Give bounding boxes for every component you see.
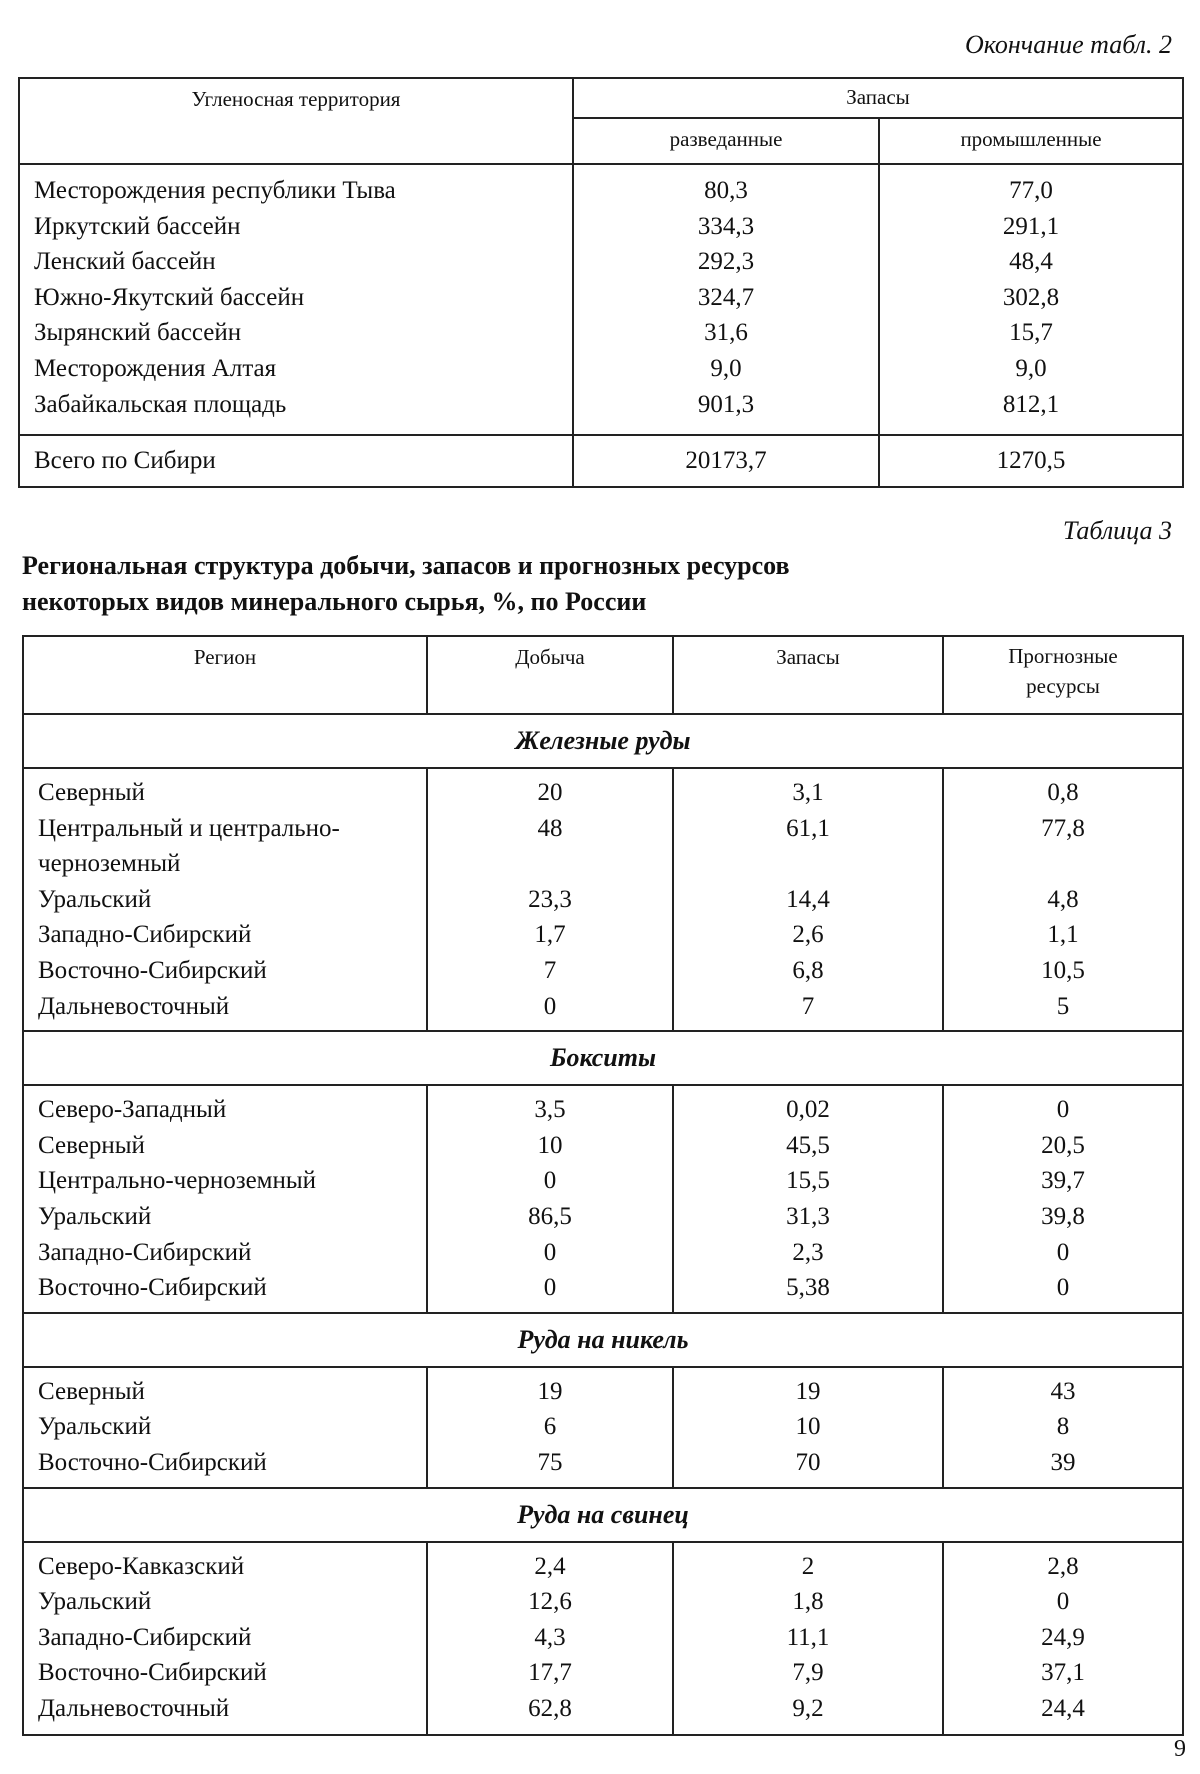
forecast-value: 0,8	[1047, 779, 1079, 806]
reserves-value: 31,3	[786, 1202, 830, 1230]
region-name: Уральский	[38, 1202, 152, 1230]
section-title: Железные руды	[23, 714, 1183, 768]
forecast-value: 39	[1050, 1448, 1076, 1476]
reserves-value: 2,6	[792, 921, 824, 949]
forecast-value: 77,8	[1041, 814, 1085, 842]
region-name: Восточно-Сибирский	[38, 1659, 267, 1687]
explored-value: 334,3	[697, 212, 755, 240]
header-region: Регион	[23, 636, 427, 714]
mining-value: 48	[537, 814, 563, 842]
reserves-value: 6,8	[792, 956, 824, 984]
section-title: Руда на свинец	[23, 1488, 1183, 1542]
explored-value: 9,0	[710, 354, 742, 382]
territory-names	[19, 164, 573, 435]
region-name: Уральский	[38, 885, 152, 913]
total-industrial: 1270,5	[879, 435, 1183, 487]
reserves-value: 15,5	[786, 1167, 830, 1195]
forecast-value: 37,1	[1041, 1659, 1085, 1687]
forecast-values	[943, 1085, 1183, 1313]
industrial-value: 9,0	[1015, 354, 1047, 382]
industrial-value: 48,4	[1009, 248, 1053, 276]
forecast-values	[943, 768, 1183, 1031]
mining-value: 2,4	[534, 1552, 566, 1580]
industrial-value: 77,0	[1009, 177, 1053, 204]
forecast-value: 0	[1056, 1588, 1070, 1616]
territory-name: Месторождения республики Тыва	[34, 177, 396, 204]
mining-value: 3,5	[534, 1096, 566, 1124]
reserves-value: 2,3	[792, 1238, 824, 1266]
territory-name: Зырянский бассейн	[34, 319, 242, 347]
header-forecast	[943, 636, 1183, 714]
forecast-value: 4,8	[1047, 885, 1079, 913]
mining-value: 7	[543, 956, 557, 984]
mining-value: 4,3	[534, 1623, 566, 1651]
mining-value: 0	[543, 992, 557, 1020]
region-name: Центрально-черноземный	[38, 1167, 317, 1195]
region-names	[23, 768, 427, 1031]
mining-value: 10	[537, 1131, 563, 1159]
reserves-values	[673, 1367, 943, 1488]
header-explored: разведанные	[573, 118, 879, 164]
total-row	[19, 435, 1183, 487]
header-industrial: промышленные	[879, 118, 1183, 164]
territory-name: Южно-Якутский бассейн	[34, 283, 305, 311]
forecast-values	[943, 1542, 1183, 1736]
reserves-value: 3,1	[792, 779, 824, 806]
mining-value: 12,6	[528, 1588, 572, 1616]
forecast-value: 20,5	[1041, 1131, 1085, 1159]
mining-values	[427, 1367, 673, 1488]
industrial-value: 302,8	[1002, 283, 1060, 311]
forecast-value: 1,1	[1047, 921, 1079, 949]
page-number: 9	[1174, 1736, 1186, 1762]
reserves-value: 5,38	[786, 1274, 830, 1302]
region-name: Северный	[38, 1131, 145, 1159]
territory-name: Месторождения Алтая	[34, 354, 277, 382]
forecast-value: 5	[1056, 992, 1070, 1020]
explored-value: 31,6	[704, 319, 748, 347]
mining-value: 6	[543, 1413, 557, 1441]
region-name: Северо-Западный	[38, 1096, 227, 1124]
region-name: Восточно-Сибирский	[38, 1448, 267, 1476]
table3-title	[22, 548, 790, 620]
reserves-value: 9,2	[792, 1694, 824, 1722]
industrial-values	[879, 164, 1183, 435]
forecast-value: 43	[1050, 1377, 1076, 1405]
territory-name: Ленский бассейн	[34, 248, 216, 276]
industrial-value: 812,1	[1002, 390, 1060, 418]
region-name: Западно-Сибирский	[38, 1238, 252, 1266]
reserves-value: 2	[801, 1552, 815, 1580]
forecast-value: 8	[1056, 1413, 1070, 1441]
mining-value: 23,3	[528, 885, 572, 913]
reserves-value: 14,4	[786, 885, 830, 913]
reserves-value: 1,8	[792, 1588, 824, 1616]
region-name: Уральский	[38, 1413, 152, 1441]
mining-value: 86,5	[528, 1202, 572, 1230]
mining-values	[427, 1542, 673, 1736]
forecast-value: 24,9	[1041, 1623, 1085, 1651]
region-name: Западно-Сибирский	[38, 1623, 252, 1651]
forecast-value: 39,8	[1041, 1202, 1085, 1230]
region-name: Восточно-Сибирский	[38, 1274, 267, 1302]
header-forecast-line: Прогнозные	[1008, 644, 1118, 668]
table3-title-line: Региональная структура добычи, запасов и прогнозных ресурсов	[22, 551, 790, 580]
reserves-value: 61,1	[786, 814, 830, 842]
region-names	[23, 1085, 427, 1313]
mining-value: 0	[543, 1238, 557, 1266]
region-name: Дальневосточный	[38, 1694, 230, 1722]
section-title: Руда на никель	[23, 1313, 1183, 1367]
region-name: Дальневосточный	[38, 992, 230, 1020]
forecast-value: 2,8	[1047, 1552, 1079, 1580]
reserves-value: 0,02	[786, 1096, 830, 1124]
table3-title-line: некоторых видов минерального сырья, %, по России	[22, 587, 647, 616]
territory-name: Иркутский бассейн	[34, 212, 241, 240]
mineral-structure-table	[22, 635, 1184, 1736]
forecast-values	[943, 1367, 1183, 1488]
mining-value: 0	[543, 1274, 557, 1302]
mining-value: 20	[537, 779, 563, 806]
region-name: Северо-Кавказский	[38, 1552, 245, 1580]
explored-values	[573, 164, 879, 435]
forecast-value: 0	[1056, 1238, 1070, 1266]
region-names	[23, 1542, 427, 1736]
explored-value: 901,3	[697, 390, 755, 418]
mining-value: 0	[543, 1167, 557, 1195]
reserves-value: 70	[795, 1448, 821, 1476]
territory-name: Забайкальская площадь	[34, 390, 287, 418]
industrial-value: 291,1	[1002, 212, 1060, 240]
mining-value: 75	[537, 1448, 563, 1476]
mining-value: 1,7	[534, 921, 566, 949]
reserves-values	[673, 1085, 943, 1313]
explored-value: 324,7	[697, 283, 755, 311]
region-name: Западно-Сибирский	[38, 921, 252, 949]
total-label: Всего по Сибири	[19, 435, 573, 487]
mining-value: 62,8	[528, 1694, 572, 1722]
section-title: Бокситы	[23, 1031, 1183, 1085]
region-name: Центральный и центрально-черноземный	[38, 814, 340, 878]
forecast-value: 24,4	[1041, 1694, 1085, 1722]
reserves-value: 11,1	[786, 1623, 830, 1651]
table2-caption: Окончание табл. 2	[964, 30, 1172, 59]
reserves-value: 19	[795, 1377, 821, 1405]
coal-reserves-table	[18, 77, 1184, 488]
header-reserves: Запасы	[573, 78, 1183, 118]
forecast-value: 39,7	[1041, 1167, 1085, 1195]
reserves-values	[673, 768, 943, 1031]
header-forecast-line: ресурсы	[1026, 674, 1100, 698]
region-name: Восточно-Сибирский	[38, 956, 267, 984]
explored-value: 80,3	[704, 177, 748, 204]
header-reserves: Запасы	[673, 636, 943, 714]
region-name: Северный	[38, 779, 145, 806]
mining-values	[427, 768, 673, 1031]
reserves-value: 45,5	[786, 1131, 830, 1159]
mining-value: 19	[537, 1377, 563, 1405]
industrial-value: 15,7	[1009, 319, 1053, 347]
reserves-value: 7	[801, 992, 815, 1020]
region-name: Уральский	[38, 1588, 152, 1616]
forecast-value: 10,5	[1041, 956, 1085, 984]
explored-value: 292,3	[697, 248, 755, 276]
region-names	[23, 1367, 427, 1488]
forecast-value: 0	[1056, 1096, 1070, 1124]
total-explored: 20173,7	[573, 435, 879, 487]
table3-caption: Таблица 3	[1062, 516, 1172, 545]
mining-values	[427, 1085, 673, 1313]
header-territory: Угленосная территория	[19, 78, 573, 164]
reserves-value: 10	[795, 1413, 821, 1441]
header-mining: Добыча	[427, 636, 673, 714]
reserves-value: 7,9	[792, 1659, 824, 1687]
forecast-value: 0	[1056, 1274, 1070, 1302]
mining-value: 17,7	[528, 1659, 572, 1687]
region-name: Северный	[38, 1377, 145, 1405]
reserves-values	[673, 1542, 943, 1736]
